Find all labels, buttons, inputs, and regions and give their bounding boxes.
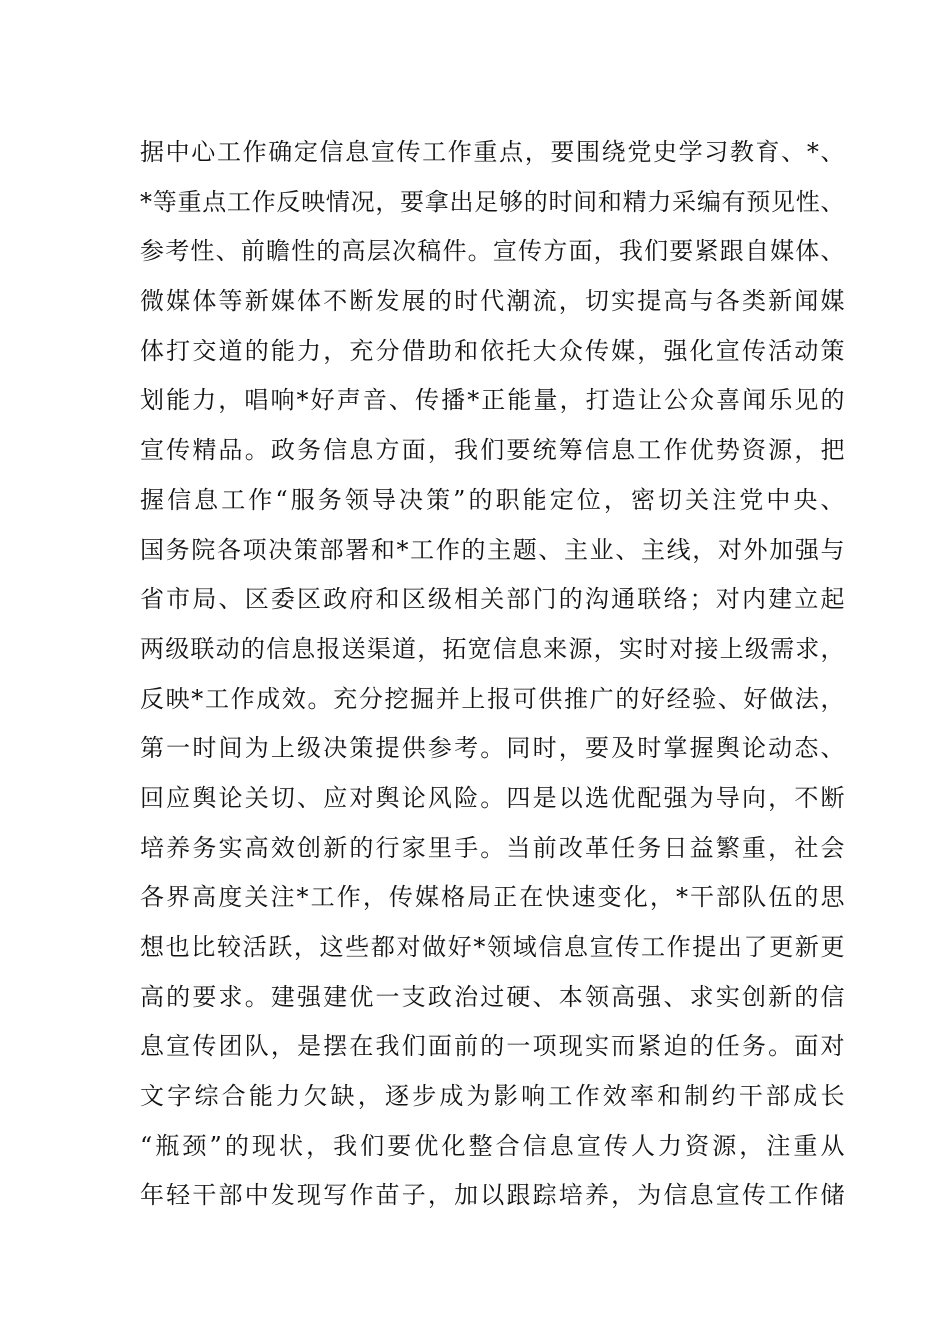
text-line: 两级联动的信息报送渠道，拓宽信息来源，实时对接上级需求， xyxy=(140,634,845,663)
text-line: *等重点工作反映情况，要拿出足够的时间和精力采编有预见性、 xyxy=(140,187,845,216)
text-line: 培养务实高效创新的行家里手。当前改革任务日益繁重，社会 xyxy=(140,833,845,862)
text-line: 息宣传团队，是摆在我们面前的一项现实而紧迫的任务。面对 xyxy=(140,1032,845,1061)
text-line: 划能力，唱响*好声音、传播*正能量，打造让公众喜闻乐见的 xyxy=(140,386,845,415)
text-line: 宣传精品。政务信息方面，我们要统筹信息工作优势资源，把 xyxy=(140,436,845,465)
text-line: 想也比较活跃，这些都对做好*领域信息宣传工作提出了更新更 xyxy=(140,933,845,961)
text-line: 国务院各项决策部署和*工作的主题、主业、主线，对外加强与 xyxy=(140,535,845,564)
body-text-block xyxy=(140,128,845,1221)
text-line: 各界高度关注*工作，传媒格局正在快速变化，*干部队伍的思 xyxy=(140,883,845,912)
text-line: 文字综合能力欠缺，逐步成为影响工作效率和制约干部成长 xyxy=(140,1082,845,1111)
text-line: 反映*工作成效。充分挖掘并上报可供推广的好经验、好做法， xyxy=(140,684,845,713)
text-line: 省市局、区委区政府和区级相关部门的沟通联络；对内建立起 xyxy=(140,585,845,614)
text-line: 据中心工作确定信息宣传工作重点，要围绕党史学习教育、*、 xyxy=(140,138,845,166)
text-line: 回应舆论关切、应对舆论风险。四是以选优配强为导向，不断 xyxy=(140,783,845,812)
text-line: 年轻干部中发现写作苗子，加以跟踪培养，为信息宣传工作储 xyxy=(140,1181,845,1210)
text-line: “瓶颈”的现状，我们要优化整合信息宣传人力资源，注重从 xyxy=(140,1131,845,1160)
text-line: 体打交道的能力，充分借助和依托大众传媒，强化宣传活动策 xyxy=(140,336,845,365)
text-line: 高的要求。建强建优一支政治过硬、本领高强、求实创新的信 xyxy=(140,982,845,1011)
text-line: 第一时间为上级决策提供参考。同时，要及时掌握舆论动态、 xyxy=(140,734,845,763)
text-line: 握信息工作“服务领导决策”的职能定位，密切关注党中央、 xyxy=(140,485,845,514)
text-line: 微媒体等新媒体不断发展的时代潮流，切实提高与各类新闻媒 xyxy=(140,287,845,316)
text-line: 参考性、前瞻性的高层次稿件。宣传方面，我们要紧跟自媒体、 xyxy=(140,237,845,266)
